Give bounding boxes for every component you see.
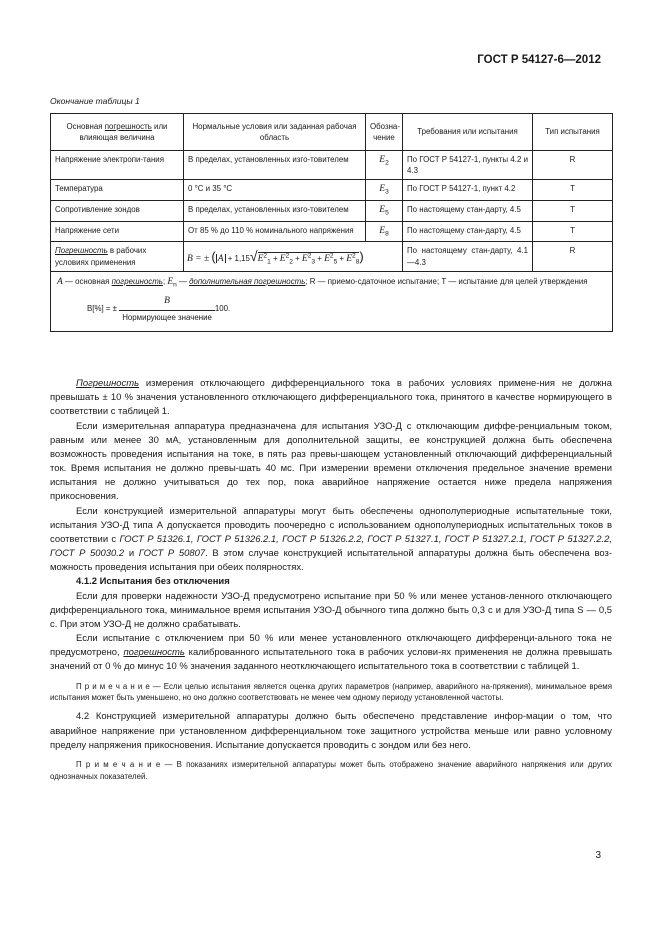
table-row: Температура 0 °С и 35 °С $E_3$ По ГОСТ Р 54127-1, пункт 4.2 Т (51, 180, 613, 201)
standard-designation: ГОСТ Р 54127-6—2012 (477, 54, 601, 66)
table-1-end (50, 113, 612, 332)
percent-formula: B[%] = ± $\frac{B}{\text{Нормирующее значение}}$ 100. (87, 296, 231, 322)
note-2: П р и м е ч а н и е — В показаниях измерительной аппаратуры может быть отображено значение аварийного напряжения или других однозначных показателей. (50, 759, 612, 781)
table-row: Погрешность в рабочих условиях применения B = ± ( $A + 1,15√E^2_1 + E^2_2 + E^2_3 + E^2_5 + E^2_8$) По настоящему стан-дарту, 4.1—4.3 R (51, 242, 613, 271)
table-caption: Окончание таблицы 1 (50, 96, 140, 106)
header-test-type: Тип испытания (533, 114, 613, 151)
body-text: Погрешность измерения отключающего дифференциального тока в рабочих условиях примене-ния не должна превышать ± 10 % значения установленного отключающего дифференциального тока, принятого в качестве нормирующего в соответствии с таблицей 1. Если измерительная аппаратура предназначена для испытания УЗО-Д с отключающим диффе-ренциальным током, равным или менее 30 мА, установленным для дополнительной защиты, ее конструкцией должна быть обеспечена возможность проведения испытания на токе, в пять раз превы-шающем установленный отключающий дифференциальный ток. Время испытания не должно превы-шать 40 мс. При измерении времени отключения предельное значение времени испытания не должно учитываться до тех пор, пока аварийное напряжение остается ниже предела напряжения прикосновения. Если конструкцией измерительной аппаратуры могут быть обеспечены однополупериодные испытательные токи, испытания УЗО-Д типа А допускается проводить поочередно с использованием однополупериодных испытательных токов в соответствии с ГОСТ Р 51326.1, ГОСТ Р 51326.2.1, ГОСТ Р 51326.2.2, ГОСТ Р 51327.1, ГОСТ Р 51327.2.1, ГОСТ Р 51327.2.2, ГОСТ Р 50030.2 и ГОСТ Р 50807. В этом случае конструкцией испытательной аппаратуры должна быть обеспечена воз-можность проведения испытания при обеих полярностях. 4.1.2 Испытания без отключения Если для проверки надежности УЗО-Д предусмотрено испытание при 50 % или менее установ-ленного отключающего дифференциального тока, минимальное время испытания УЗО-Д обычного типа должно быть 0,3 с и для УЗО-Д типа S — 0,5 с. При этом УЗО-Д не должно срабатывать. Если испытание с отключением при 50 % или менее установленного отключающего дифференци-ального тока не предусмотрено, погрешность калиброванного испытательного тока в рабочих услови-ях применения не должна превышать значений от 0 % до минус 10 % значения заданного неотключающего испытательного тока в соответствии с таблицей 1. П р и м е ч а н и е — Если целью испытания является оценка других параметров (например, аварийного на-пряжения), минимальное время испытания может быть уменьшено, но оно должно соответствовать не менее чем одному периоду установленной частоты. 4.2 Конструкцией измерительной аппаратуры должно быть обеспечено представление инфор-мации о том, что аварийное напряжение при установленном дифференциальном токе защитного устройства меньше или равно условному пределу напряжения прикосновения. Испытание допускается проводить с зондом или без него. П р и м е ч а н и е — В показаниях измерительной аппаратуры может быть отображено значение аварийного напряжения или других однозначных показателей. (50, 378, 613, 781)
header-conditions: Нормальные условия или заданная рабочая область (184, 114, 366, 151)
header-requirements: Требования или испытания (403, 114, 533, 151)
table-header-row (51, 114, 613, 151)
header-symbol: Обозна-чение (366, 114, 403, 151)
table-footer-row: A — основная погрешность; $E_n$ — дополнительная погрешность; R — приемо-сдаточное испытание; Т — испытание для целей утверждения B[%] = ± $\frac{B}{\text{Нормирующее значение}}$ 100. (51, 271, 613, 331)
error-formula: B = ± ( $A + 1,15√E^2_1 + E^2_2 + E^2_3 + E^2_5 + E^2_8$) (184, 242, 403, 271)
table-row: Напряжение сети От 85 % до 110 % номинального напряжения $E_8$ По настоящему стан-дарту, 4.5 Т (51, 221, 613, 242)
page-number: 3 (595, 850, 601, 861)
header-quantity: Основная погрешность или влияющая величина (51, 114, 184, 151)
section-heading-4-1-2: 4.1.2 Испытания без отключения (76, 576, 230, 588)
table-row: Сопротивление зондов В пределах, установленных изго-товителем $E_5$ По настоящему стан-дарту, 4.5 Т (51, 200, 613, 221)
table-row: Напряжение электропи-тания В пределах, установленных изго-товителем $E_2$ По ГОСТ Р 54127-1, пункты 4.2 и 4.3 R (51, 151, 613, 180)
note-1: П р и м е ч а н и е — Если целью испытания является оценка других параметров (например, аварийного на-пряжения), минимальное время испытания может быть уменьшено, но оно должно соответствовать не менее чем одному периоду установленной частоты. (50, 681, 612, 703)
